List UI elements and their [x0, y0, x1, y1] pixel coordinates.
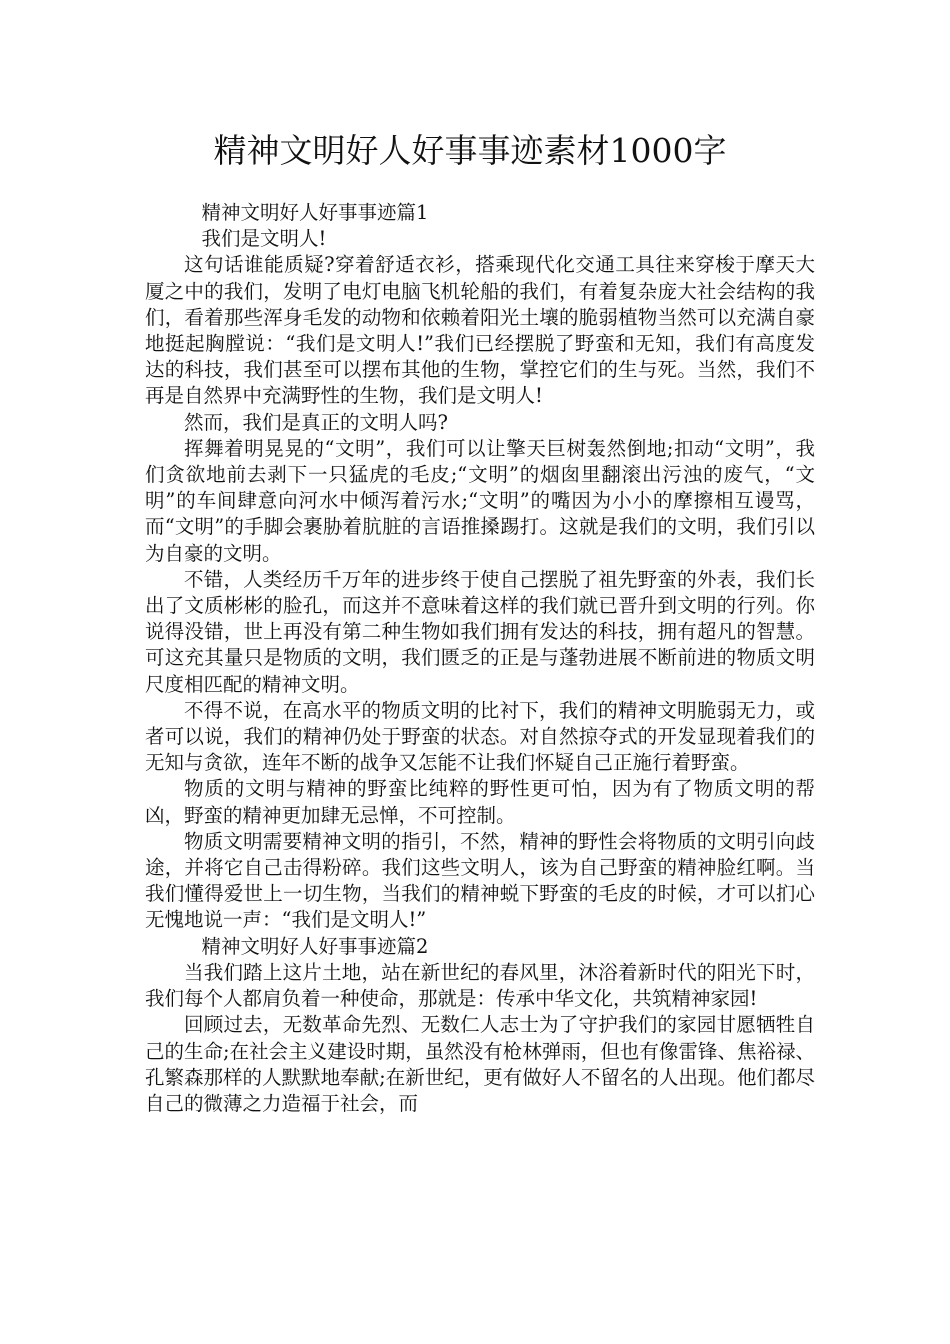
paragraph: 不错，人类经历千万年的进步终于使自己摆脱了祖先野蛮的外表，我们长出了文质彬彬的脸孔，而这并不意味着这样的我们就已晋升到文明的行列。你说得没错，世上再没有第二种生物如我们拥有发达的科技，拥有超凡的智慧。可这充其量只是物质的文明，我们匮乏的正是与蓬勃进展不断前进的物质文明尺度相匹配的精神文明。 [145, 567, 815, 696]
paragraph: 不得不说，在高水平的物质文明的比衬下，我们的精神文明脆弱无力，或者可以说，我们的精神仍处于野蛮的状态。对自然掠夺式的开发显现着我们的无知与贪欲，连年不断的战争又怎能不让我们怀疑自己正施行着野蛮。 [145, 698, 815, 775]
paragraph: 物质文明需要精神文明的指引，不然，精神的野性会将物质的文明引向歧途，并将它自己击得粉碎。我们这些文明人，该为自己野蛮的精神脸红啊。当我们懂得爱世上一切生物，当我们的精神蜕下野蛮的毛皮的时候，才可以扪心无愧地说一声：“我们是文明人!” [145, 829, 815, 932]
section-heading: 精神文明好人好事事迹篇2 [201, 934, 429, 958]
section-heading: 精神文明好人好事事迹篇1 [201, 201, 429, 224]
paragraph: 回顾过去，无数革命先烈、无数仁人志士为了守护我们的家园甘愿牺牲自己的生命;在社会主义建设时期，虽然没有枪林弹雨，但也有像雷锋、焦裕禄、孔繁森那样的人默默地奉献;在新世纪，更有做好人不留名的人出现。他们都尽自己的微薄之力造福于社会，而 [145, 1013, 815, 1115]
document-title: 精神文明好人好事事迹素材1000字 [213, 131, 727, 170]
document-page [145, 0, 815, 1117]
paragraph: 然而，我们是真正的文明人吗? [184, 410, 448, 434]
document-body [145, 200, 815, 1117]
paragraph: 挥舞着明晃晃的“文明”，我们可以让擎天巨树轰然倒地;扣动“文明”，我们贪欲地前去剥下一只猛虎的毛皮;“文明”的烟囱里翻滚出污浊的废气，“文明”的车间肆意向河水中倾泻着污水;“文明”的嘴因为小小的摩擦相互谩骂，而“文明”的手脚会裹胁着肮脏的言语推搡踢打。这就是我们的文明，我们引以为自豪的文明。 [145, 436, 815, 565]
subheading: 我们是文明人! [201, 227, 327, 251]
paragraph: 当我们踏上这片土地，站在新世纪的春风里，沐浴着新时代的阳光下时，我们每个人都肩负着一种使命，那就是：传承中华文化，共筑精神家园! [145, 960, 815, 1011]
paragraph: 物质的文明与精神的野蛮比纯粹的野性更可怕，因为有了物质文明的帮凶，野蛮的精神更加肆无忌惮，不可控制。 [145, 777, 815, 827]
paragraph: 这句话谁能质疑?穿着舒适衣衫，搭乘现代化交通工具往来穿梭于摩天大厦之中的我们，发明了电灯电脑飞机轮船的我们，有着复杂庞大社会结构的我们，看着那些浑身毛发的动物和依赖着阳光土壤的脆弱植物当然可以充满自豪地挺起胸膛说：“我们是文明人!”我们已经摆脱了野蛮和无知，我们有高度发达的科技，我们甚至可以摆布其他的生物，掌控它们的生与死。当然，我们不再是自然界中充满野性的生物，我们是文明人! [145, 253, 815, 408]
